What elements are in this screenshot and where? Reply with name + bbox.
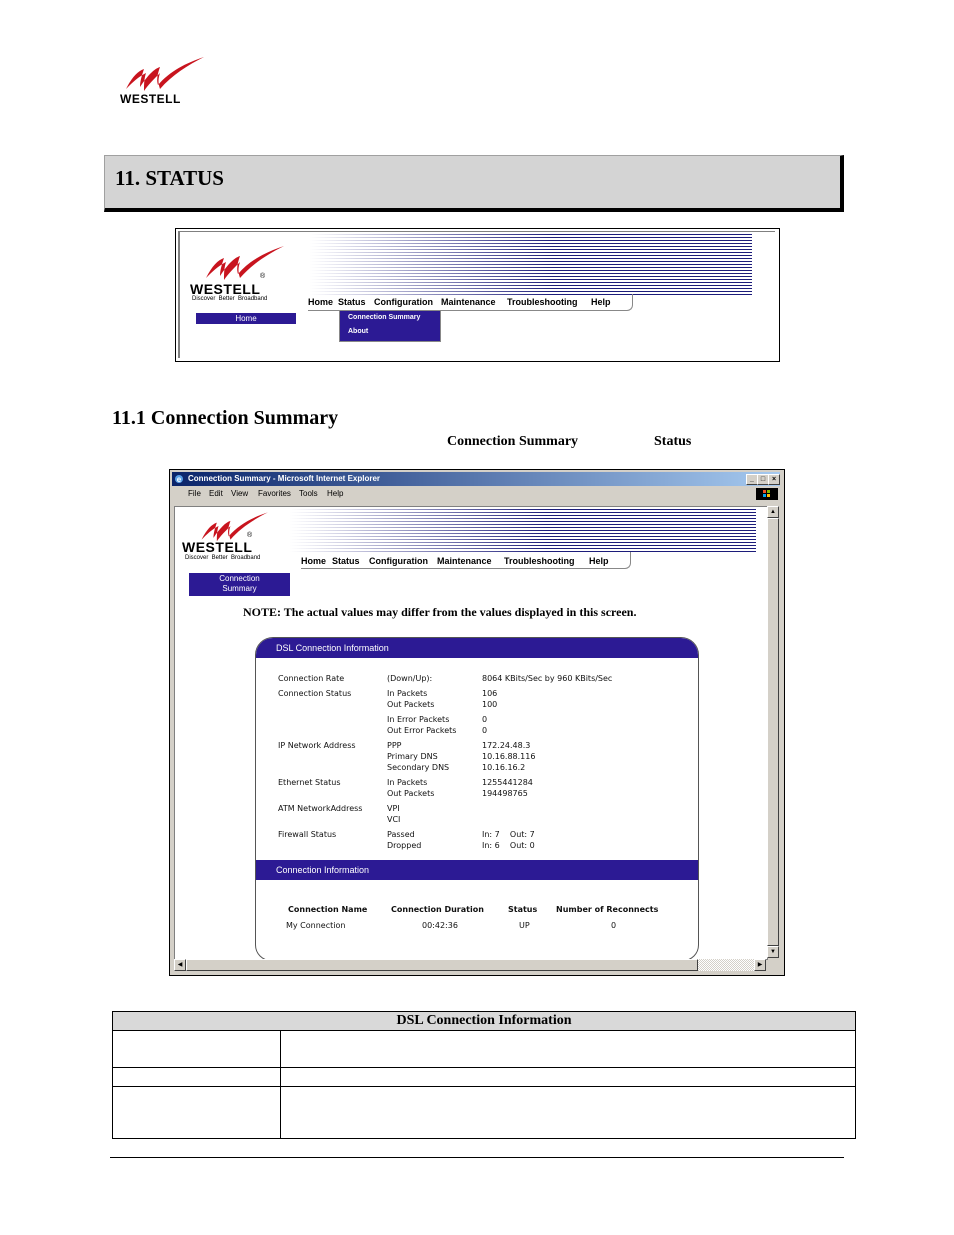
table-cell xyxy=(113,1087,281,1139)
dsl-info-title: DSL Connection Information xyxy=(276,643,389,653)
dsl-info-header xyxy=(256,638,698,658)
nav-status[interactable]: Status xyxy=(338,297,366,307)
nav-maintenance[interactable]: Maintenance xyxy=(441,297,496,307)
dsl-connection-info-table xyxy=(112,1011,856,1139)
westell-logo xyxy=(118,55,208,107)
section-banner xyxy=(104,155,844,212)
status-submenu xyxy=(339,310,441,342)
dsl-row-field: Out Packets xyxy=(387,789,435,798)
cell-reconnects: 0 xyxy=(611,921,617,930)
header-stripes xyxy=(310,234,752,296)
dsl-row-field: VPI xyxy=(387,804,400,813)
scroll-left-icon[interactable]: ◀ xyxy=(174,959,186,971)
menu-favorites[interactable]: Favorites xyxy=(258,489,291,498)
dsl-row-value: 10.16.88.116 xyxy=(482,752,536,761)
section-title: 11. STATUS xyxy=(115,166,224,190)
hscroll-thumb[interactable] xyxy=(186,959,698,971)
tab-line-1: Connection xyxy=(219,574,260,583)
dsl-row-label: Firewall Status xyxy=(278,830,337,839)
browser-window xyxy=(169,469,785,976)
nav-status[interactable]: Status xyxy=(332,556,360,566)
logo-wordmark: WESTELL xyxy=(182,539,253,555)
table-cell xyxy=(113,1068,281,1087)
scroll-up-icon[interactable]: ▲ xyxy=(767,506,779,518)
screenshot-frame xyxy=(178,231,775,358)
col-connection-duration: Connection Duration xyxy=(391,905,484,914)
dsl-row-value: 194498765 xyxy=(482,789,528,798)
registered-mark: ® xyxy=(247,532,253,539)
bold-ref-status: Status xyxy=(654,434,692,449)
dsl-row-field: In Packets xyxy=(387,689,428,698)
dsl-row-value: 0 xyxy=(482,726,488,735)
menu-file[interactable]: File xyxy=(188,489,201,498)
dsl-row-label: Connection Rate xyxy=(278,674,345,683)
dsl-row-field: In Error Packets xyxy=(387,715,450,724)
connection-summary-tab[interactable] xyxy=(189,573,290,596)
table-cell xyxy=(281,1068,856,1087)
maximize-icon[interactable]: □ xyxy=(757,474,769,485)
table-row xyxy=(113,1031,856,1068)
dsl-row-label: Ethernet Status xyxy=(278,778,341,787)
browser-viewport xyxy=(174,506,768,960)
bold-ref-connection-summary: Connection Summary xyxy=(447,434,579,449)
menu-tools[interactable]: Tools xyxy=(299,489,318,498)
svg-text:e: e xyxy=(176,475,182,484)
table-row xyxy=(113,1068,856,1087)
menu-edit[interactable]: Edit xyxy=(209,489,223,498)
dsl-row-field: In Packets xyxy=(387,778,428,787)
nav-troubleshooting[interactable]: Troubleshooting xyxy=(504,556,575,566)
dsl-row-value: 8064 KBits/Sec by 960 KBits/Sec xyxy=(482,674,613,683)
home-tab[interactable]: Home xyxy=(196,313,296,324)
table-cell xyxy=(113,1031,281,1068)
minimize-icon[interactable]: _ xyxy=(746,474,758,485)
col-status: Status xyxy=(508,905,538,914)
logo-tagline: Discover Better Broadband xyxy=(192,296,268,302)
dsl-row-label: Connection Status xyxy=(278,689,352,698)
table-row xyxy=(113,1087,856,1139)
westell-swoosh-icon xyxy=(118,55,208,93)
vertical-scrollbar[interactable] xyxy=(767,506,779,958)
dsl-row-field: Out Packets xyxy=(387,700,435,709)
nav-help[interactable]: Help xyxy=(591,297,611,307)
dsl-row-field: Dropped xyxy=(387,841,422,850)
dsl-row-field: (Down/Up): xyxy=(387,674,433,683)
table-header: DSL Connection Information xyxy=(113,1012,856,1031)
westell-swoosh-icon xyxy=(198,242,288,282)
registered-mark: ® xyxy=(260,273,266,280)
dsl-row-label: ATM NetworkAddress xyxy=(278,804,363,813)
close-icon[interactable]: × xyxy=(768,474,780,485)
dsl-row-field: Secondary DNS xyxy=(387,763,450,772)
dsl-row-value: 0 xyxy=(482,715,488,724)
conn-info-title: Connection Information xyxy=(276,865,370,875)
footer-rule xyxy=(110,1157,844,1158)
nav-home[interactable]: Home xyxy=(301,556,327,566)
submenu-about[interactable]: About xyxy=(348,328,369,335)
westell-swoosh-icon xyxy=(193,509,273,543)
logo-tagline: Discover Better Broadband xyxy=(185,555,261,561)
nav-maintenance[interactable]: Maintenance xyxy=(437,556,492,566)
ie-icon xyxy=(174,474,184,484)
status-menu-screenshot xyxy=(175,228,780,362)
table-cell xyxy=(281,1087,856,1139)
cell-status: UP xyxy=(519,921,530,930)
dsl-row-value: 10.16.16.2 xyxy=(482,763,526,772)
scroll-thumb[interactable] xyxy=(767,518,779,946)
dsl-row-value: 172.24.48.3 xyxy=(482,741,531,750)
dsl-row-value: 1255441284 xyxy=(482,778,533,787)
subsection-title: 11.1 Connection Summary xyxy=(112,407,339,429)
logo-wordmark: WESTELL xyxy=(190,281,261,297)
cell-connection-name: My Connection xyxy=(286,921,346,930)
dsl-row-value: In: 6 Out: 0 xyxy=(482,841,535,850)
dsl-row-field: VCI xyxy=(387,815,401,824)
menu-help[interactable]: Help xyxy=(327,489,344,498)
menu-view[interactable]: View xyxy=(231,489,249,498)
nav-configuration[interactable]: Configuration xyxy=(374,297,433,307)
dsl-row-value: In: 7 Out: 7 xyxy=(482,830,535,839)
nav-home[interactable]: Home xyxy=(308,297,334,307)
horizontal-scrollbar[interactable] xyxy=(174,959,766,971)
scroll-right-icon[interactable]: ▶ xyxy=(754,959,766,971)
nav-troubleshooting[interactable]: Troubleshooting xyxy=(507,297,578,307)
top-nav xyxy=(308,294,633,311)
nav-configuration[interactable]: Configuration xyxy=(369,556,428,566)
dsl-row-label: IP Network Address xyxy=(278,741,356,750)
col-connection-name: Connection Name xyxy=(288,905,368,914)
dsl-row-value: 106 xyxy=(482,689,498,698)
logo-wordmark: WESTELL xyxy=(120,92,181,106)
browser-titlebar xyxy=(172,472,780,486)
status-panel xyxy=(255,637,699,961)
table-cell xyxy=(281,1031,856,1068)
col-reconnects: Number of Reconnects xyxy=(556,905,659,914)
dsl-row-value: 100 xyxy=(482,700,498,709)
header-stripes xyxy=(290,509,756,553)
tab-line-2: Summary xyxy=(222,584,257,593)
submenu-connection-summary[interactable]: Connection Summary xyxy=(348,314,421,321)
nav-help[interactable]: Help xyxy=(589,556,609,566)
scroll-down-icon[interactable]: ▼ xyxy=(767,946,779,958)
dsl-row-field: Out Error Packets xyxy=(387,726,457,735)
conn-info-header xyxy=(256,860,698,880)
dsl-row-field: PPP xyxy=(387,741,402,750)
dsl-row-field: Primary DNS xyxy=(387,752,438,761)
table-header-row xyxy=(113,1012,856,1031)
cell-connection-duration: 00:42:36 xyxy=(422,921,458,930)
values-note: NOTE: The actual values may differ from the values displayed in this screen. xyxy=(243,605,637,619)
top-nav xyxy=(301,552,631,569)
dsl-row-field: Passed xyxy=(387,830,415,839)
browser-menubar xyxy=(172,487,780,502)
windows-logo-icon xyxy=(756,488,778,500)
browser-title: Connection Summary - Microsoft Internet Explorer xyxy=(188,474,381,483)
